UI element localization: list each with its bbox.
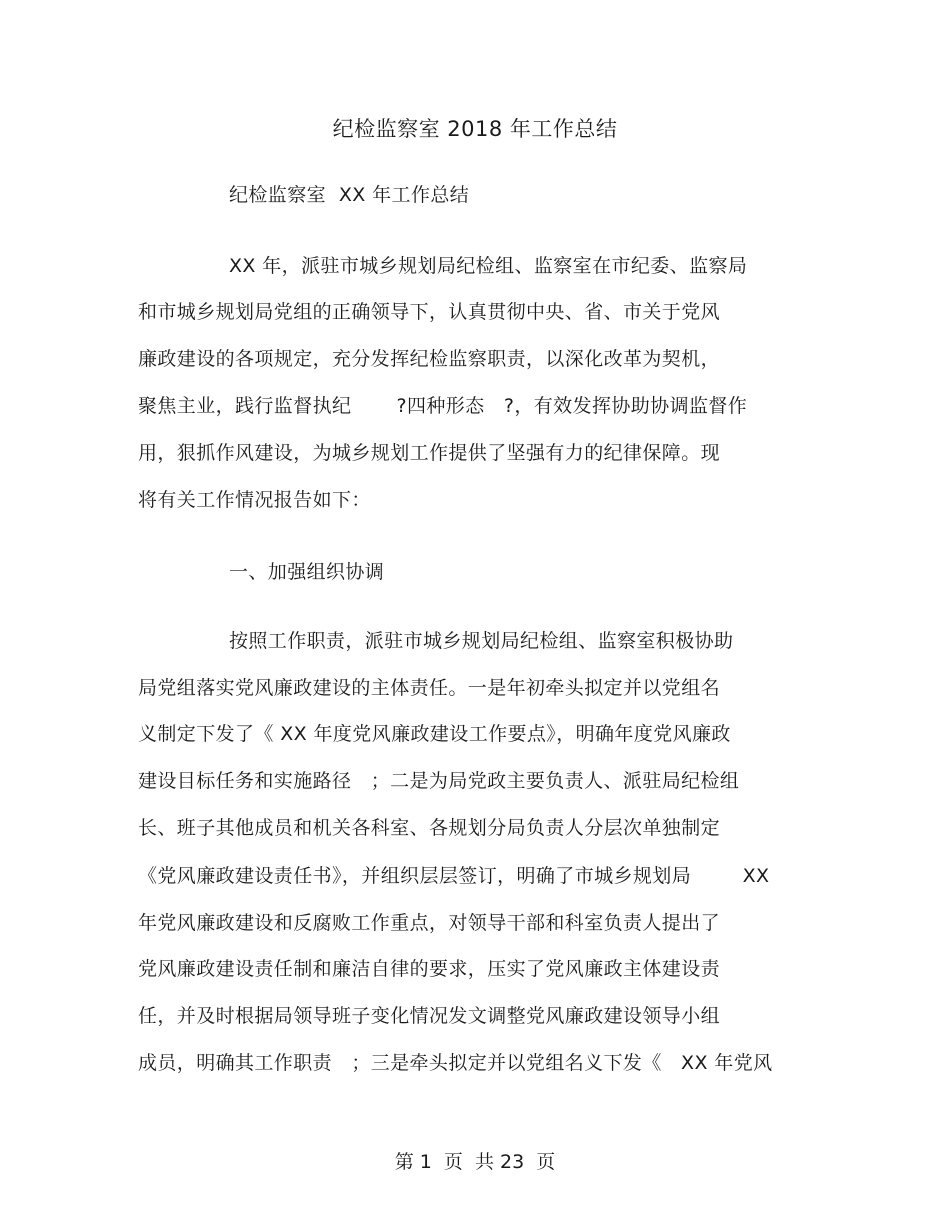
paragraph-line: 廉政建设的各项规定，充分发挥纪检监察职责，以深化改革为契机，: [138, 348, 721, 370]
paragraph-line: 和市城乡规划局党组的正确领导下，认真贯彻中央、省、市关于党风: [138, 301, 721, 323]
paragraph-line: 成员，明确其工作职责 ；三是牵头拟定并以党组名义下发《 XX 年党风: [138, 1052, 773, 1074]
paragraph-line: 用，狠抓作风建设，为城乡规划工作提供了坚强有力的纪律保障。现: [138, 442, 721, 464]
paragraph-line: 任，并及时根据局领导班子变化情况发文调整党风廉政建设领导小组: [138, 1005, 721, 1027]
paragraph-line: 年党风廉政建设和反腐败工作重点，对领导干部和科室负责人提出了: [138, 912, 721, 934]
page-footer: 第 1 页 共 23 页: [394, 1151, 556, 1173]
document-subtitle: 纪检监察室 XX 年工作总结: [229, 184, 470, 206]
document-title: 纪检监察室 2018 年工作总结: [332, 117, 618, 141]
section-heading: 一、加强组织协调: [229, 561, 385, 583]
paragraph-line: 按照工作职责，派驻市城乡规划局纪检组、监察室积极协助: [229, 630, 734, 652]
paragraph-line: 《党风廉政建设责任书》，并组织层层签订，明确了市城乡规划局 XX: [138, 865, 770, 887]
paragraph-line: 党风廉政建设责任制和廉洁自律的要求，压实了党风廉政主体建设责: [138, 958, 721, 980]
paragraph-line: 长、班子其他成员和机关各科室、各规划分局负责人分层次单独制定: [138, 817, 721, 839]
paragraph-line: 聚焦主业，践行监督执纪 ?四种形态 ?，有效发挥协助协调监督作: [138, 395, 748, 417]
paragraph-line: 建设目标任务和实施路径 ；二是为局党政主要负责人、派驻局纪检组: [138, 770, 740, 792]
paragraph-line: 义制定下发了《 XX 年度党风廉政建设工作要点》，明确年度党风廉政: [138, 723, 731, 745]
paragraph-line: 局党组落实党风廉政建设的主体责任。一是年初牵头拟定并以党组名: [138, 677, 721, 699]
paragraph-line: XX 年，派驻市城乡规划局纪检组、监察室在市纪委、监察局: [229, 255, 748, 277]
paragraph-line: 将有关工作情况报告如下：: [138, 489, 371, 511]
